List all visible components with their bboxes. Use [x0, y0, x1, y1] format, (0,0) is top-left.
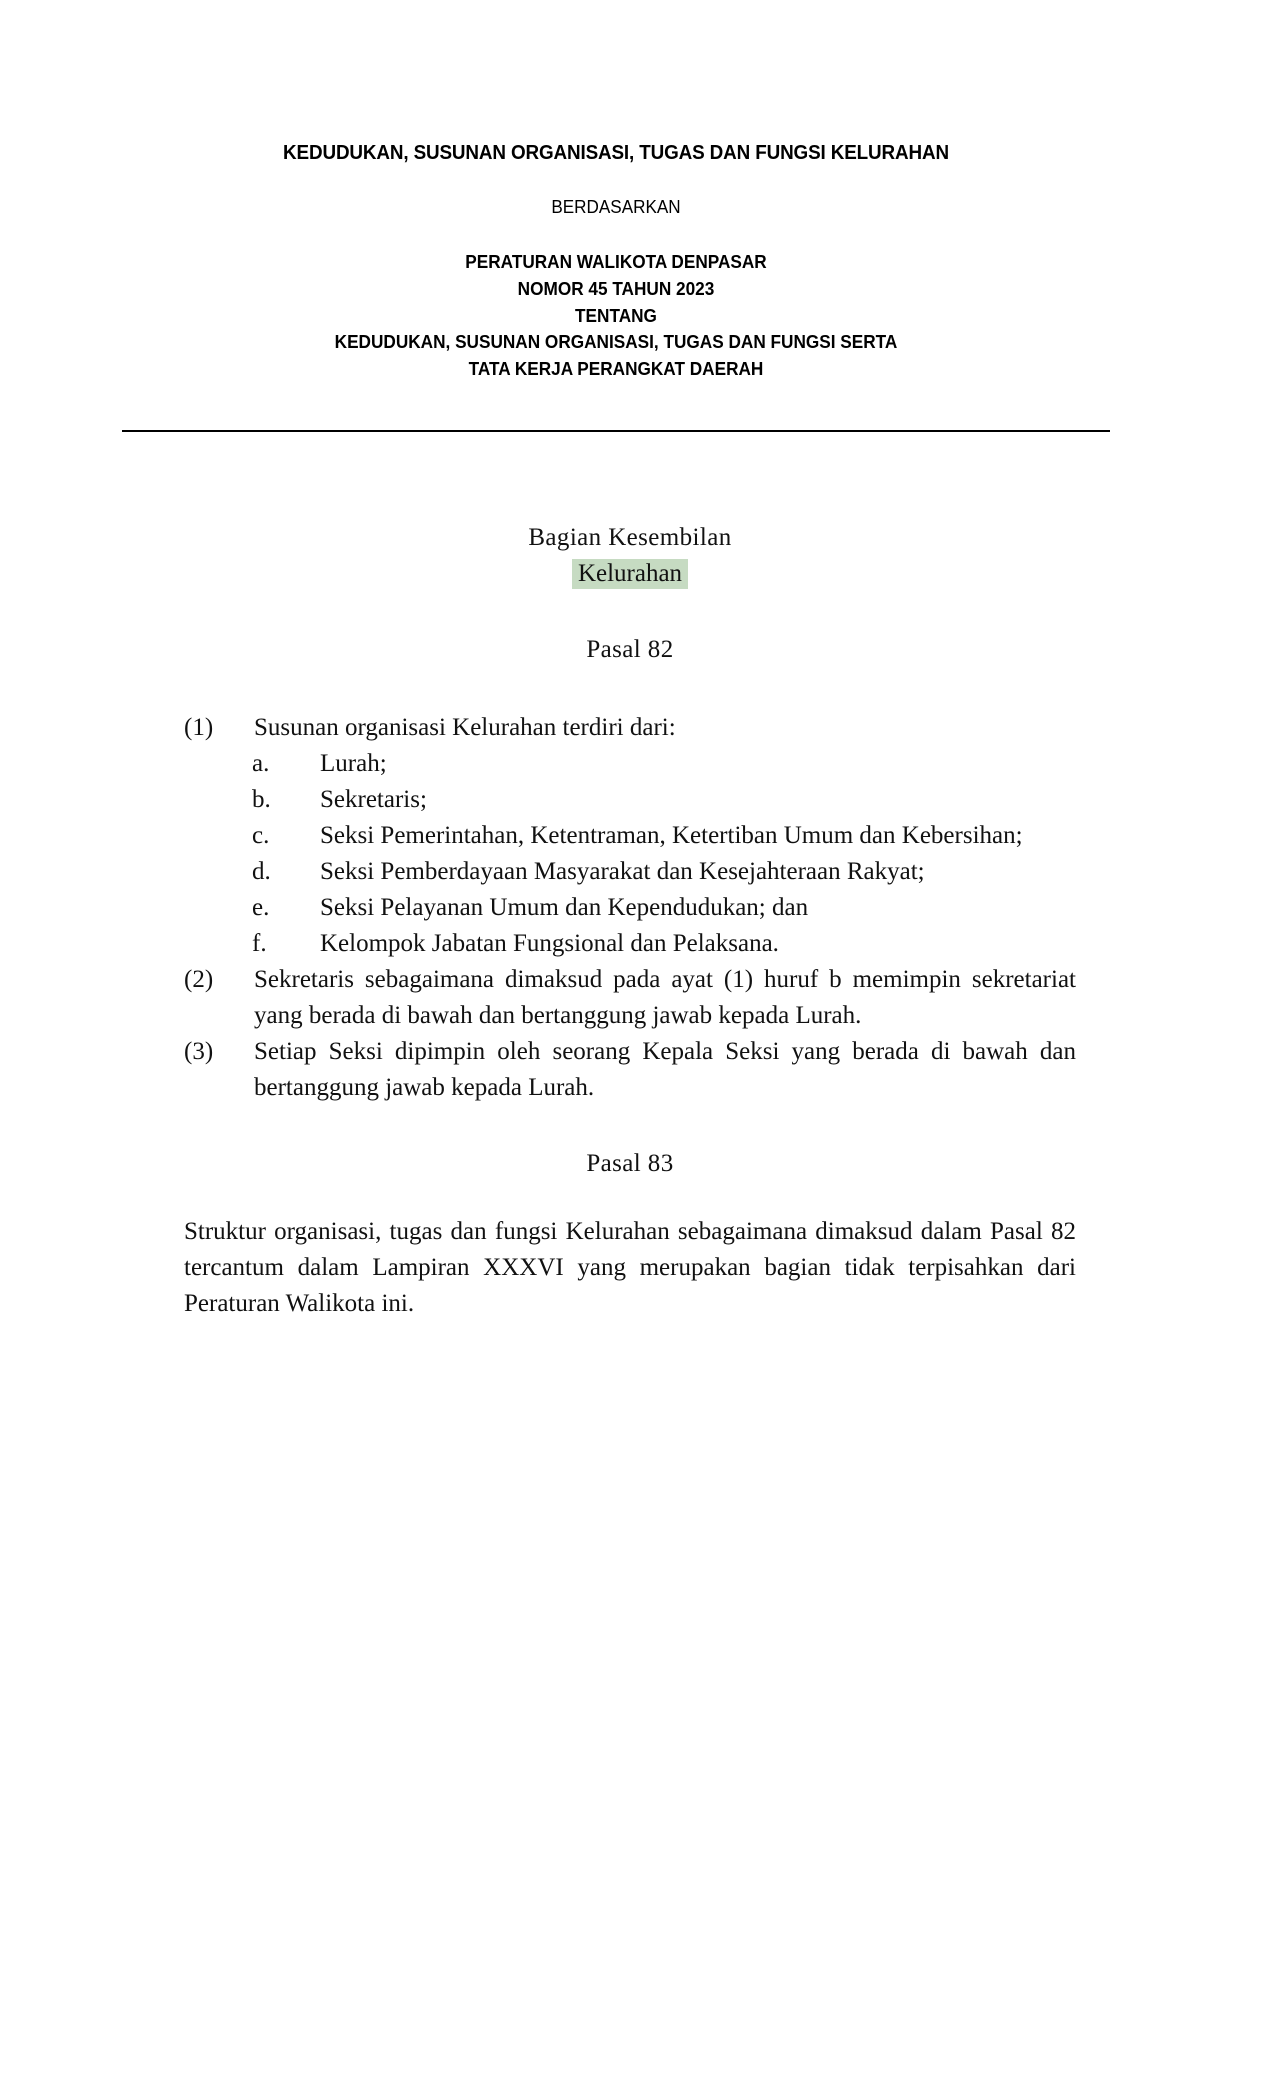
regulation-line-1: PERATURAN WALIKOTA DENPASAR	[465, 251, 767, 273]
sub-item-marker: c.	[252, 822, 270, 849]
section-name-row	[184, 556, 1076, 592]
pasal-83-paragraph: Struktur organisasi, tugas dan fungsi Kelurahan sebagaimana dimaksud dalam Pasal 82 tercantum dalam Lampiran XXXVI yang merupakan bagian tidak terpisahkan dari Peraturan Walikota ini.	[184, 1218, 1076, 1317]
sub-item-text: Kelompok Jabatan Fungsional dan Pelaksana.	[320, 930, 779, 957]
sub-item-text: Seksi Pelayanan Umum dan Kependudukan; dan	[320, 894, 809, 921]
sub-item	[252, 818, 1076, 854]
regulation-line-2: NOMOR 45 TAHUN 2023	[517, 277, 715, 299]
document-header	[122, 140, 1110, 383]
pasal-83-heading: Pasal 83	[586, 1150, 674, 1177]
ayat-marker: (1)	[184, 714, 214, 741]
regulation-line-4: KEDUDUKAN, SUSUNAN ORGANISASI, TUGAS DAN FUNGSI SERTA	[334, 331, 898, 353]
header-regulation-block	[157, 249, 1076, 383]
ayat-1-sub-list	[252, 746, 1076, 962]
sub-item	[252, 926, 1076, 962]
sub-item-marker: d.	[252, 858, 271, 885]
sub-item-text: Seksi Pemerintahan, Ketentraman, Ketertiban Umum dan Kebersihan;	[320, 822, 1023, 849]
ayat-marker: (2)	[184, 966, 214, 993]
ayat-text: Setiap Seksi dipimpin oleh seorang Kepala Seksi yang berada di bawah dan bertanggung jawab kepada Lurah.	[254, 1038, 1076, 1101]
sub-item-marker: a.	[252, 750, 270, 777]
sub-item	[252, 890, 1076, 926]
ayat-item	[184, 1034, 1076, 1106]
sub-item-text: Sekretaris;	[320, 786, 427, 813]
sub-item	[252, 782, 1076, 818]
sub-item-text: Seksi Pemberdayaan Masyarakat dan Kesejahteraan Rakyat;	[320, 858, 925, 885]
ayat-item	[184, 962, 1076, 1034]
sub-item-marker: f.	[252, 930, 267, 957]
document-body	[184, 520, 1076, 1322]
header-divider-rule	[122, 430, 1110, 432]
ayat-text: Susunan organisasi Kelurahan terdiri dari:	[254, 714, 676, 741]
section-name-highlighted: Kelurahan	[572, 559, 688, 589]
regulation-line-5: TATA KERJA PERANGKAT DAERAH	[468, 358, 764, 380]
sub-item-text: Lurah;	[320, 750, 387, 777]
sub-item-marker: b.	[252, 786, 271, 813]
pasal-82-heading: Pasal 82	[586, 636, 674, 663]
header-title: KEDUDUKAN, SUSUNAN ORGANISASI, TUGAS DAN FUNGSI KELURAHAN	[283, 141, 949, 164]
ayat-list	[184, 710, 1076, 1106]
sub-item	[252, 854, 1076, 890]
sub-item	[252, 746, 1076, 782]
header-basis-label: BERDASARKAN	[551, 196, 681, 217]
ayat-marker: (3)	[184, 1038, 214, 1065]
section-label: Bagian Kesembilan	[528, 524, 732, 551]
regulation-line-3: TENTANG	[575, 304, 657, 326]
ayat-text: Sekretaris sebagaimana dimaksud pada ayat (1) huruf b memimpin sekretariat yang berada di bawah dan bertanggung jawab kepada Lurah.	[254, 966, 1076, 1029]
sub-item-marker: e.	[252, 894, 270, 921]
ayat-item	[184, 710, 1076, 746]
